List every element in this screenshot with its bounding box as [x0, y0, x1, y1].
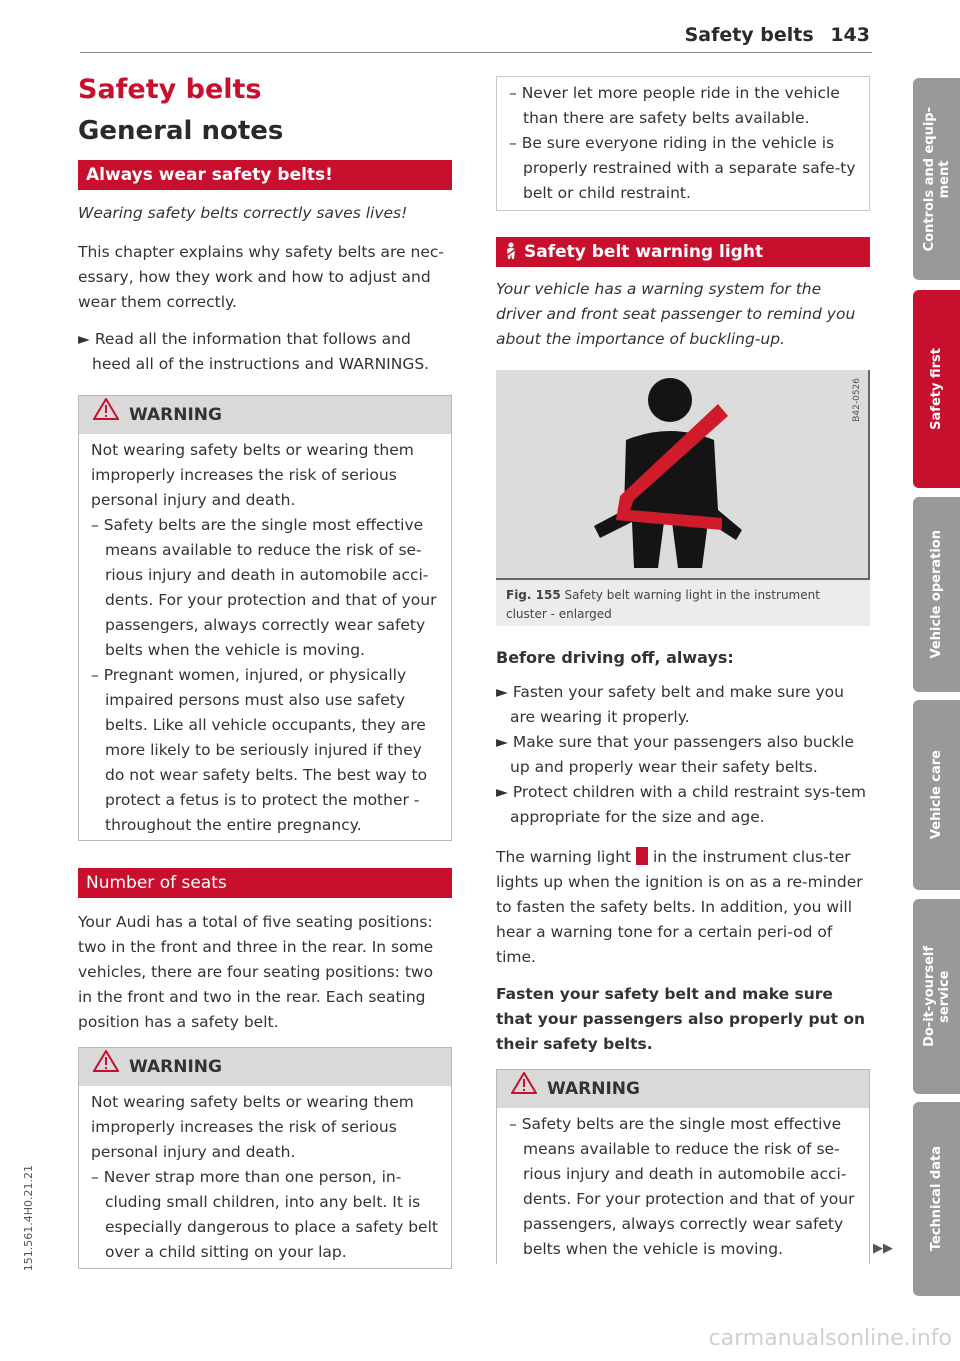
list-item: ► Make sure that your passengers also buckle up and properly wear their safety belts.	[496, 733, 855, 776]
warning-box-2	[78, 1047, 452, 1269]
warning-item: – Never strap more than one person, in-cluding small children, into any belt. It is especially dangerous to place a safety belt over a child sitting on your lap.	[91, 1168, 438, 1261]
subsection-bar-warning-light	[496, 237, 870, 267]
warning-text: Not wearing safety belts or wearing them improperly increases the risk of serious personal injury and death.	[91, 1093, 414, 1161]
figure-caption-label: Fig. 155	[506, 588, 561, 602]
header-section: Safety belts	[684, 24, 814, 46]
paragraph-chapter: This chapter explains why safety belts are nec-essary, how they work and how to adjust and wear them correctly.	[78, 243, 444, 311]
tab-vehicle-operation[interactable]	[913, 497, 960, 692]
warning-light-paragraph	[496, 845, 870, 970]
tab-label: Safety first	[929, 348, 944, 430]
warning-text: Not wearing safety belts or wearing them improperly increases the risk of serious personal injury and death.	[91, 441, 414, 509]
warning-title: WARNING	[129, 405, 222, 425]
bullet-read-info: ► Read all the information that follows and heed all of the instructions and WARNINGS.	[78, 330, 430, 373]
subsection-bar-warning-light-text: Safety belt warning light	[524, 242, 764, 262]
warning-light-intro: Your vehicle has a warning system for the driver and front seat passenger to remind you about the importance of buckling-up.	[496, 280, 856, 348]
intro-text: Wearing safety belts correctly saves lives!	[78, 204, 408, 222]
list-item: ► Fasten your safety belt and make sure you are wearing it properly.	[496, 683, 844, 726]
seatbelt-warning-lamp-icon	[636, 847, 648, 865]
tab-vehicle-care[interactable]	[913, 700, 960, 890]
chapter-title: Safety belts	[78, 74, 262, 105]
warning-item-text: Safety belts are the single most effective means available to reduce the risk of se-rious injury and death in automobile acci-dents. For your protection and that of your passengers, always correctly wear safety belts when the vehicle is moving.	[103, 516, 437, 659]
tab-safety-first[interactable]	[913, 290, 960, 488]
figure-caption-text: Safety belt warning light in the instrument cluster - enlarged	[506, 588, 820, 621]
box-item-text: Never let more people ride in the vehicle than there are safety belts available.	[521, 84, 840, 127]
warning-header	[497, 1070, 869, 1108]
warning-light-paragraph-a: The warning light	[496, 848, 632, 866]
figure-caption	[506, 586, 860, 624]
box-item-text: Be sure everyone riding in the vehicle is properly restrained with a separate safe-ty belt or child restraint.	[521, 134, 856, 202]
warning-title: WARNING	[129, 1057, 222, 1077]
warning-triangle-icon	[511, 1070, 537, 1108]
tab-label: Technical data	[929, 1146, 944, 1252]
subsection-bar-always-wear: Always wear safety belts!	[78, 160, 452, 190]
tab-controls-and-equipment[interactable]	[913, 78, 960, 280]
seatbelt-warning-illustration	[496, 370, 868, 578]
tab-label: Vehicle care	[929, 750, 944, 840]
warning-item: – Safety belts are the single most effective means available to reduce the risk of se-rious injury and death in automobile acci-dents. For your protection and that of your passengers, always correctly wear safety belts when the vehicle is moving.	[91, 516, 437, 659]
warning-item-text: Never strap more than one person, in-cluding small children, into any belt. It is especially dangerous to place a safety belt over a child sitting on your lap.	[103, 1168, 438, 1261]
warning-item: – Pregnant women, injured, or physically impaired persons must also use safety belts. Like all vehicle occupants, they are more likely to be seriously injured if they do not wear safety belts. The best way to protect a fetus is to protect the mother - throughout the entire pregnancy.	[91, 666, 428, 834]
list-item-text: Protect children with a child restraint sys-tem appropriate for the size and age.	[510, 783, 867, 826]
tab-label: Controls and equip- ment	[921, 106, 952, 252]
warning-header	[79, 1048, 451, 1086]
box-item: – Be sure everyone riding in the vehicle is properly restrained with a separate safe-ty belt or child restraint.	[509, 134, 856, 202]
paragraph-seats: Your Audi has a total of five seating positions: two in the front and three in the rear. In some vehicles, there are four seating positions: two in the front and two in the rear. Each seating position has a safety belt.	[78, 913, 434, 1031]
page-header	[685, 24, 870, 46]
seatbelt-icon	[504, 240, 518, 270]
header-rule	[80, 52, 872, 53]
tab-technical-data[interactable]	[913, 1102, 960, 1296]
warning-item: – Safety belts are the single most effective means available to reduce the risk of se-rious injury and death in automobile acci-dents. For your protection and that of your passengers, always correctly wear safety belts when the vehicle is moving.	[509, 1115, 855, 1258]
warning-header	[79, 396, 451, 434]
bold-instruction: Fasten your safety belt and make sure that your passengers also properly put on their safety belts.	[496, 985, 866, 1053]
warning-body	[79, 1086, 451, 1273]
tab-label: Do-it-yourself service	[921, 946, 952, 1047]
warning-body	[497, 1108, 869, 1270]
bullet-read-info-text: Read all the information that follows and heed all of the instructions and WARNINGS.	[92, 330, 430, 373]
list-item-text: Fasten your safety belt and make sure you are wearing it properly.	[510, 683, 844, 726]
continued-warning-box	[496, 76, 870, 211]
figure-code: B42-0526	[852, 378, 862, 422]
subsection-bar-seats: Number of seats	[78, 868, 452, 898]
warning-triangle-icon	[93, 396, 119, 434]
section-title: General notes	[78, 116, 284, 146]
before-driving-heading: Before driving off, always:	[496, 648, 734, 667]
warning-triangle-icon	[93, 1048, 119, 1086]
warning-body	[79, 434, 451, 846]
list-item-text: Make sure that your passengers also buckle up and properly wear their safety belts.	[510, 733, 855, 776]
watermark: carmanualsonline.info	[708, 1326, 952, 1351]
tab-do-it-yourself-service[interactable]	[913, 899, 960, 1094]
figure-155	[496, 370, 870, 626]
list-item: ► Protect children with a child restraint sys-tem appropriate for the size and age.	[496, 783, 867, 826]
tab-label: Vehicle operation	[929, 530, 944, 659]
continue-arrow-icon: ▶▶	[873, 1241, 893, 1256]
document-code: 151.561.4H0.21.21	[22, 1165, 35, 1272]
figure-image	[496, 370, 870, 580]
page-number: 143	[830, 24, 870, 46]
box-item: – Never let more people ride in the vehicle than there are safety belts available.	[509, 84, 840, 127]
before-driving-list	[496, 680, 870, 830]
warning-item-text: Pregnant women, injured, or physically impaired persons must also use safety belts. Like all vehicle occupants, they are more likely to be seriously injured if they do not wear safety belts. The best way to protect a fetus is to protect the mother - throughout the entire pregnancy.	[103, 666, 428, 834]
warning-title: WARNING	[547, 1079, 640, 1099]
warning-item-text: Safety belts are the single most effective means available to reduce the risk of se-rious injury and death in automobile acci-dents. For your protection and that of your passengers, always correctly wear safety belts when the vehicle is moving.	[521, 1115, 855, 1258]
warning-box-1	[78, 395, 452, 841]
warning-box-3	[496, 1069, 870, 1264]
warning-light-paragraph-b: in the instrument clus-ter lights up when the ignition is on as a re-minder to fasten the safety belts. In addition, you will hear a warning tone for a certain peri-od of time.	[496, 848, 863, 966]
